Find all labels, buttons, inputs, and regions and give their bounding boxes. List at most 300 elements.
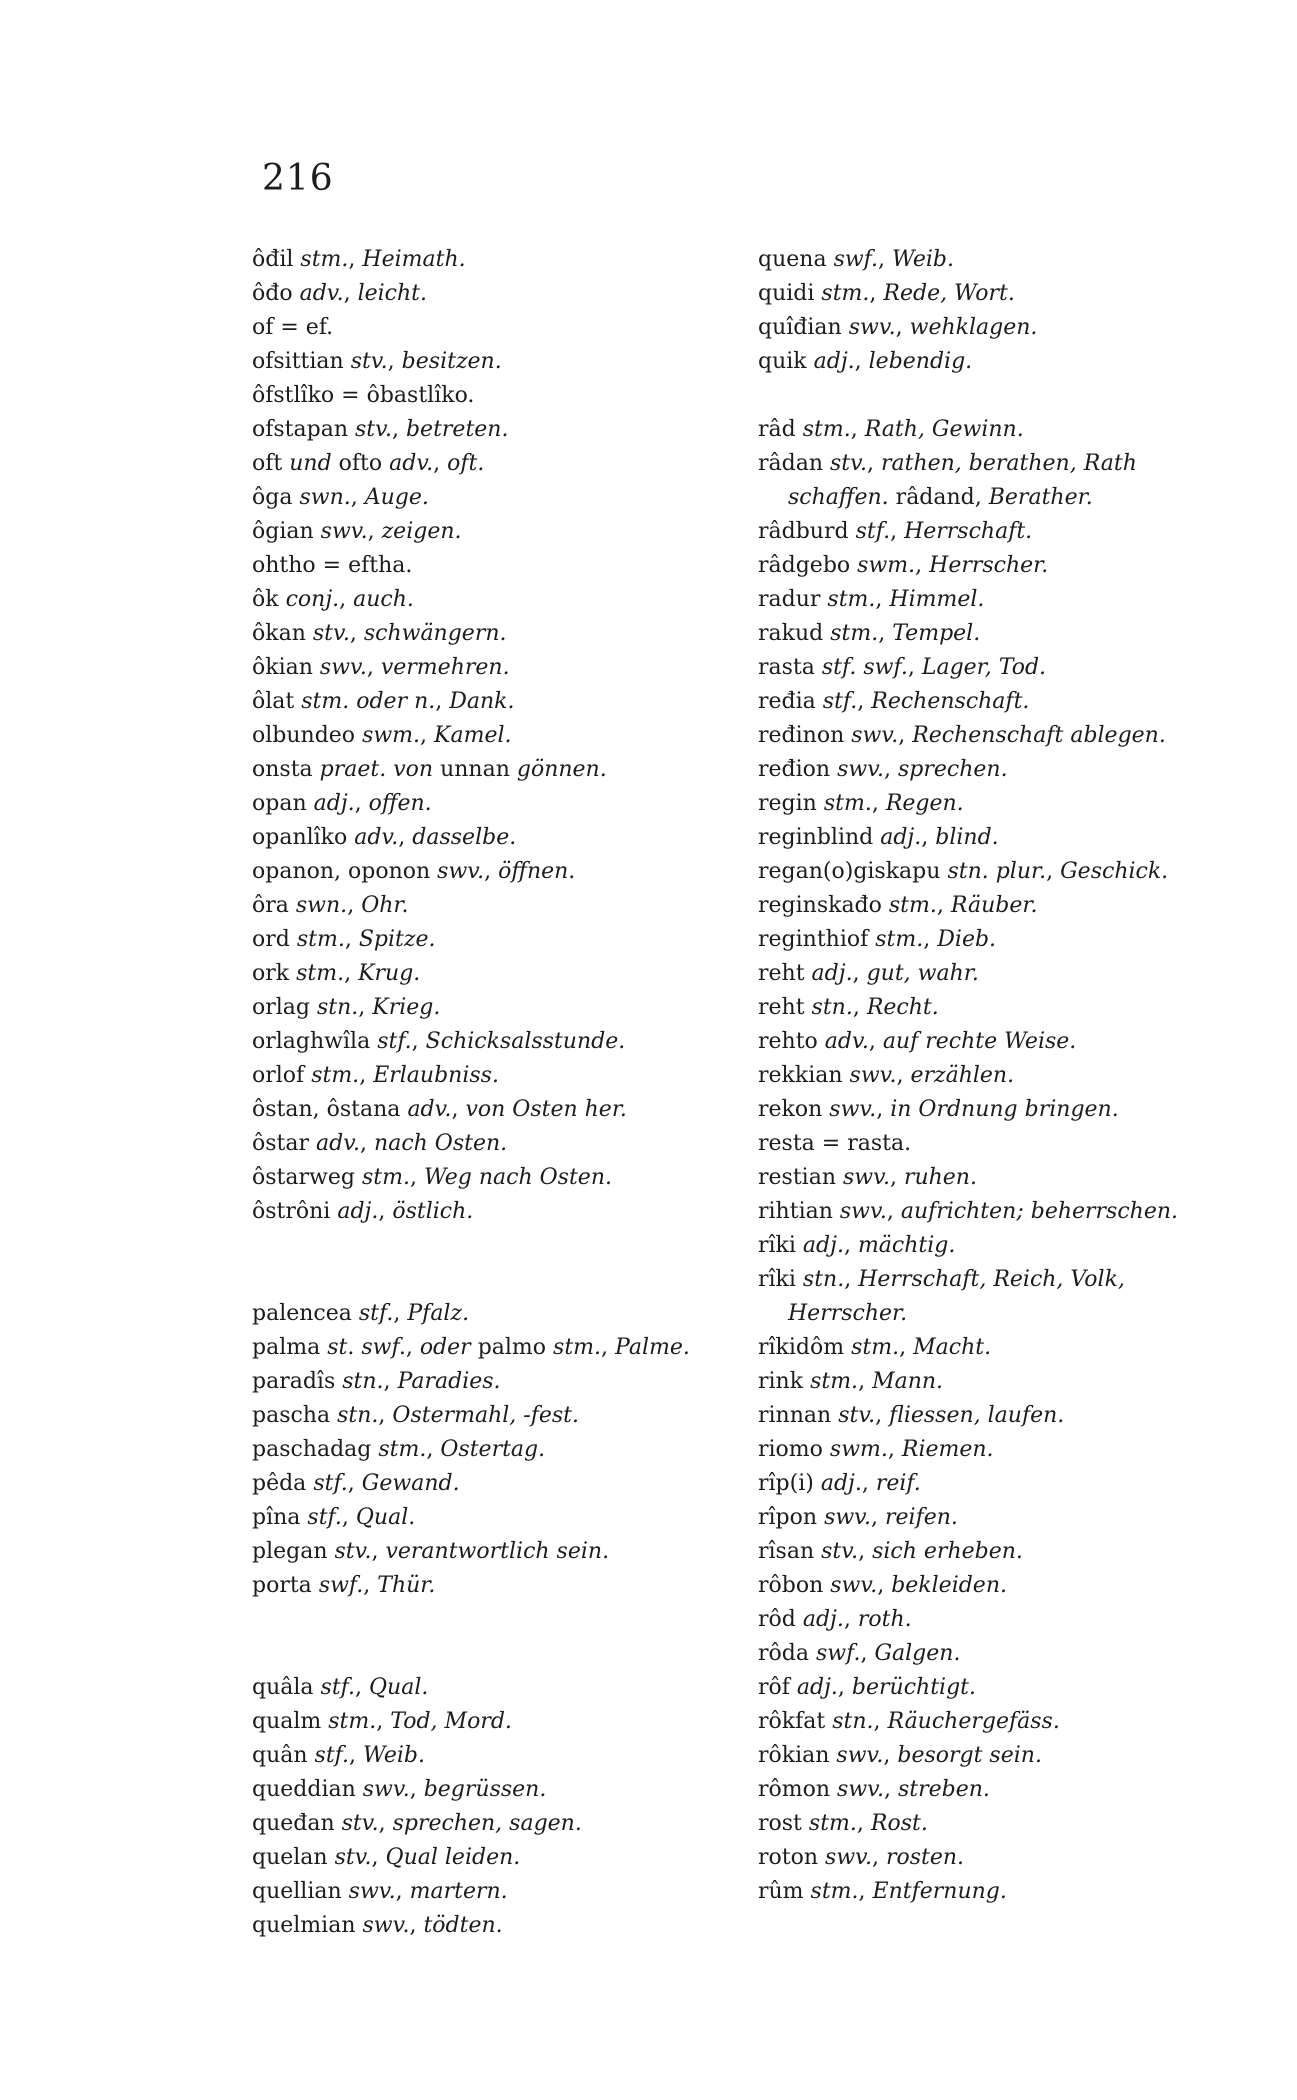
entry-separator: , [854,349,869,374]
entry-definition: rosten. [885,1845,965,1870]
entry-headword: rôd [758,1607,796,1632]
entry-grammar: stm. [553,1335,602,1360]
dictionary-entry: oft und ofto adv., oft. [252,451,485,476]
dictionary-entry [758,1535,1258,1569]
entry-headword: râd [758,417,796,442]
entry-headword: ôstan, ôstana [252,1097,401,1122]
entry-grammar: adv. [407,1097,452,1122]
dictionary-entry [252,617,732,651]
entry-grammar: stm. [810,1369,859,1394]
entry-headword: unnan [440,757,510,782]
entry-headword: reginthiof [758,927,869,952]
entry-headword: regan(o)giskapu [758,859,941,884]
entry-separator: , [391,417,406,442]
entry-separator: , [883,1743,898,1768]
dictionary-entry [758,753,1258,787]
entry-grammar: adv. [389,451,434,476]
entry-definition: Herrscher. [788,1301,908,1326]
dictionary-entry [758,1671,1258,1705]
entry-separator: , [349,621,364,646]
entry-grammar: praet. von [319,757,434,782]
dictionary-entry [252,1161,732,1195]
dictionary-entry [252,1297,732,1331]
entry-definition: auch. [353,587,414,612]
entry-separator: , [936,893,951,918]
entry-grammar: stv. [838,1403,876,1428]
dictionary-entry [252,855,732,889]
entry-separator: , [884,757,899,782]
entry-separator: , [860,1641,875,1666]
entry-grammar: adj. [337,1199,379,1224]
entry-separator: , [852,961,867,986]
entry-separator: , [868,1029,883,1054]
dictionary-entry [252,1433,732,1467]
entry-definition: Recht. [866,995,939,1020]
dictionary-entry [758,1229,1258,1263]
entry-definition: öffnen. [498,859,576,884]
entry-headword: ôgian [252,519,314,544]
entry-separator: , [405,1335,420,1360]
entry-definition: Thür. [377,1573,436,1598]
entry-separator: , [354,791,369,816]
entry-separator: , [895,315,910,340]
entry-headword: pascha [252,1403,331,1428]
entry-definition: Krieg. [372,995,441,1020]
entry-grammar: stv. [350,349,388,374]
entry-grammar: und [289,451,332,476]
entry-separator: , [363,1573,378,1598]
entry-separator: , [347,893,362,918]
entry-headword: quîđian [758,315,842,340]
entry-separator: , [348,247,363,272]
entry-separator: , [871,1505,885,1530]
entry-definition: reif. [875,1471,921,1496]
entry-grammar: stf. swf. [821,655,908,680]
entry-headword: opan [252,791,307,816]
entry-grammar: stm. [296,927,345,952]
entry-grammar: stf. [307,1505,342,1530]
entry-headword: of = ef. [252,315,334,340]
entry-headword: ređion [758,757,831,782]
entry-definition: schaffen. [788,485,889,510]
entry-grammar: adv. [824,1029,869,1054]
entry-headword: opanlîko [252,825,348,850]
entry-grammar: stm. [851,1335,900,1360]
entry-headword: quellian [252,1879,342,1904]
entry-definition: Weib. [363,1743,425,1768]
entry-headword: ôstar [252,1131,310,1156]
entry-definition: erzählen. [910,1063,1015,1088]
entry-headword: rômon [758,1777,831,1802]
dictionary-entry [252,379,732,413]
entry-definition: streben. [897,1777,990,1802]
entry-grammar: stv. [312,621,350,646]
entry-headword: rîsan [758,1539,815,1564]
dictionary-entry [252,1399,732,1433]
entry-definition: Spitze. [358,927,436,952]
entry-separator: , [371,1845,386,1870]
entry-grammar: swv. [362,1913,410,1938]
dictionary-entry [252,685,732,719]
dictionary-entry [252,583,732,617]
dictionary-entry [252,957,732,991]
entry-headword: rink [758,1369,804,1394]
entry-separator: , [915,553,930,578]
entry-headword: râdgebo [758,553,851,578]
entry-grammar: stf. [313,1471,348,1496]
entry-grammar: stf. [822,689,858,714]
entry-definition: vermehren. [380,655,510,680]
entry-definition: mächtig. [857,1233,956,1258]
dictionary-entry [252,719,732,753]
dictionary-entry [252,991,732,1025]
entry-separator: , [378,1403,393,1428]
entry-definition: begrüssen. [423,1777,547,1802]
entry-headword: ređinon [758,723,845,748]
entry-separator: , [398,825,413,850]
dictionary-entry [758,447,1258,481]
entry-separator: , [856,1811,871,1836]
entry-grammar: stm. [311,1063,360,1088]
entry-definition: Rede, Wort. [883,281,1015,306]
entry-grammar: adv. [354,825,399,850]
dictionary-entry [758,787,1258,821]
entry-headword: restian [758,1165,836,1190]
entry-definition: schwängern. [363,621,507,646]
entry-separator: , [451,1097,466,1122]
dictionary-entry [758,923,1258,957]
entry-separator: , [343,281,358,306]
entry-grammar: conj. [285,587,340,612]
entry-separator: , [852,995,867,1020]
entry-definition: Paradies. [397,1369,501,1394]
entry-definition: ruhen. [903,1165,977,1190]
dictionary-entry [252,923,732,957]
dictionary-entry [252,277,732,311]
dictionary-entry [758,1433,1258,1467]
dictionary-entry [758,1297,1258,1331]
entry-headword: roton [758,1845,819,1870]
entry-separator: , [420,723,435,748]
dictionary-entry [758,685,1258,719]
entry-definition: besorgt sein. [897,1743,1042,1768]
entry-headword: ôkian [252,655,313,680]
entry-headword: ofto [338,451,383,476]
entry-separator: , [387,349,402,374]
entry-headword: rîki [758,1233,796,1258]
entry-separator: , [339,587,354,612]
dictionary-entry [758,651,1258,685]
entry-separator: , [426,1437,441,1462]
entry-separator: , [484,859,499,884]
entry-definition: Qual leiden. [385,1845,521,1870]
entry-grammar: stm. [296,961,345,986]
dictionary-entry [758,549,1258,583]
entry-separator: , [383,1369,398,1394]
section-gap [252,1637,732,1671]
entry-grammar: adj. [813,349,855,374]
entry-definition: von Osten her. [465,1097,627,1122]
section-gap [252,1263,732,1297]
entry-separator: , [378,1811,393,1836]
entry-definition: Qual. [369,1675,429,1700]
entry-headword: ôđo [252,281,293,306]
entry-separator: , [409,1165,424,1190]
entry-separator: , [898,723,913,748]
entry-grammar: stn. [337,1403,379,1428]
entry-grammar: stv. [821,1539,859,1564]
entry-grammar: adj. [796,1675,838,1700]
dictionary-entry [758,1875,1258,1909]
entry-headword: quik [758,349,807,374]
entry-headword: ôlat [252,689,295,714]
entry-headword: rîpon [758,1505,818,1530]
entry-headword: ôstarweg [252,1165,355,1190]
entry-separator: , [355,1675,370,1700]
entry-headword: quena [758,247,827,272]
dictionary-entry [252,1501,732,1535]
entry-headword: rîp(i) [758,1471,814,1496]
dictionary-entry [252,1705,732,1739]
entry-grammar: adj. [820,1471,862,1496]
dictionary-entry [252,1841,732,1875]
entry-grammar: adj. [811,961,853,986]
entry-headword: quidi [758,281,815,306]
entry-separator: , [1046,859,1061,884]
section-gap [758,379,1258,413]
entry-grammar: stm. [830,621,879,646]
entry-grammar: swv. [824,1505,871,1530]
entry-headword: rôf [758,1675,790,1700]
entry-headword: regin [758,791,817,816]
entry-headword: oft [252,451,283,476]
entry-headword: rekkian [758,1063,843,1088]
entry-separator: , [850,417,865,442]
dictionary-entry [758,617,1258,651]
entry-grammar: swv. [348,1879,396,1904]
dictionary-entry [252,345,732,379]
entry-headword: ôga [252,485,293,510]
entry-definition: Lager, Tod. [921,655,1047,680]
entry-headword: râdan [758,451,824,476]
dictionary-entry [252,753,732,787]
entry-separator: , [858,1539,873,1564]
entry-grammar: swm. [362,723,421,748]
entry-definition: Regen. [885,791,964,816]
entry-grammar: stf. [320,1675,356,1700]
dictionary-entry [252,821,732,855]
entry-definition: Entfernung. [872,1879,1007,1904]
dictionary-entry [758,1841,1258,1875]
entry-headword: rinnan [758,1403,832,1428]
entry-separator: , [871,791,886,816]
entry-headword: queđan [252,1811,335,1836]
entry-separator: , [889,1165,904,1190]
entry-grammar: adj. [313,791,355,816]
dictionary-entry [758,821,1258,855]
dictionary-entry [758,957,1258,991]
entry-definition: roth. [857,1607,912,1632]
entry-grammar: swv. [825,1845,872,1870]
dictionary-entry [758,1195,1258,1229]
entry-definition: Erlaubniss. [373,1063,499,1088]
entry-grammar: stm. [378,1437,427,1462]
entry-separator: , [899,1335,914,1360]
dictionary-entry [252,1671,732,1705]
entry-separator: , [376,1709,391,1734]
entry-definition: Herrschaft. [904,519,1033,544]
entry-grammar: swv. [320,519,368,544]
entry-grammar: stm. [821,281,870,306]
entry-grammar: stn. [811,995,853,1020]
entry-headword: rihtian [758,1199,833,1224]
entry-headword: opanon, oponon [252,859,431,884]
entry-separator: , [857,689,872,714]
dictionary-entry [252,787,732,821]
dictionary-entry [758,1569,1258,1603]
entry-grammar: stv. [341,1811,379,1836]
dictionary-entry [758,311,1258,345]
entry-headword: rekon [758,1097,823,1122]
entry-headword: queddian [252,1777,356,1802]
entry-headword: reht [758,961,805,986]
dictionary-entry [758,855,1258,889]
entry-definition: Dieb. [937,927,997,952]
page-number: 216 [262,158,334,199]
entry-grammar: stv. [334,1845,372,1870]
entry-grammar: stv. [355,417,392,442]
entry-grammar: stn. [317,995,359,1020]
entry-grammar: adj. [880,825,922,850]
entry-separator [332,451,339,476]
entry-grammar: swf. [815,1641,861,1666]
entry-definition: Geschick. [1060,859,1169,884]
entry-headword: plegan [252,1539,328,1564]
entry-definition: Heimath. [362,247,466,272]
entry-headword: rûm [758,1879,804,1904]
entry-separator: , [907,655,922,680]
entry-headword: ôstrôni [252,1199,331,1224]
dictionary-entry [758,1127,1258,1161]
dictionary-entry [252,889,732,923]
entry-separator: , [923,927,938,952]
entry-grammar: swf. [318,1573,364,1598]
dictionary-entry [252,1365,732,1399]
entry-definition: Palme. [615,1335,690,1360]
dictionary-entry [252,1535,732,1569]
entry-definition: in Ordnung bringen. [890,1097,1119,1122]
entry-separator: , [878,621,893,646]
entry-grammar: swv. [839,1199,887,1224]
dictionary-entry [252,1127,732,1161]
entry-separator: , [393,1301,408,1326]
entry-grammar: oder [419,1335,471,1360]
entry-definition: oft. [447,451,485,476]
entry-headword: ôfstlîko = ôbastlîko. [252,383,475,408]
entry-headword: ofstapan [252,417,349,442]
entry-headword: reginskađo [758,893,882,918]
entry-headword: paradîs [252,1369,336,1394]
entry-grammar: swf. [833,247,879,272]
entry-headword: ređia [758,689,816,714]
dictionary-entry [758,1739,1258,1773]
entry-grammar: stf. [358,1301,394,1326]
entry-headword: ôra [252,893,289,918]
dictionary-entry [252,1909,732,1943]
entry-headword: quân [252,1743,308,1768]
dictionary-entry [252,549,732,583]
entry-definition: Rechenschaft. [871,689,1030,714]
entry-headword: rôda [758,1641,809,1666]
entry-definition: tödten. [423,1913,503,1938]
dictionary-entry [252,1467,732,1501]
entry-grammar: stf. [377,1029,412,1054]
entry-grammar: stm. [328,1709,377,1734]
entry-separator: , [861,1471,876,1496]
right-column [758,243,1258,1909]
entry-headword: resta = rasta. [758,1131,912,1156]
dictionary-entry [252,413,732,447]
entry-definition: Pfalz. [407,1301,470,1326]
entry-headword: porta [252,1573,312,1598]
entry-definition: Weib. [892,247,954,272]
entry-separator: , [358,995,373,1020]
dictionary-entry [758,1603,1258,1637]
entry-separator: , [349,1743,364,1768]
entry-headword: qualm [252,1709,322,1734]
entry-separator: , [378,1199,393,1224]
entry-grammar: adj. [802,1607,844,1632]
dictionary-entry [252,1773,732,1807]
entry-definition: Krug. [358,961,421,986]
entry-headword: palmo [477,1335,547,1360]
dictionary-entry [758,991,1258,1025]
entry-grammar: swm. [829,1437,888,1462]
entry-separator: , [890,519,905,544]
entry-definition: Ostertag. [440,1437,546,1462]
entry-definition: aufrichten; beherrschen. [900,1199,1179,1224]
dictionary-entry [758,1059,1258,1093]
entry-separator: , [366,655,381,680]
dictionary-entry [252,311,732,345]
entry-grammar: stm. [808,1811,857,1836]
entry-separator: , [866,451,881,476]
entry-grammar: st. swf. [327,1335,406,1360]
entry-headword: palencea [252,1301,352,1326]
entry-grammar: stv. [334,1539,372,1564]
entry-grammar: swv. [837,1777,884,1802]
entry-separator: , [350,485,365,510]
entry-headword: orlaghwîla [252,1029,371,1054]
entry-separator: , [371,1539,386,1564]
dictionary-entry [252,1093,732,1127]
entry-headword: rîki [758,1267,796,1292]
entry-definition: martern. [409,1879,508,1904]
entry-headword: rasta [758,655,815,680]
left-column [252,243,732,1943]
entry-grammar: swv. [837,757,885,782]
entry-separator: , [344,927,359,952]
entry-definition: Galgen. [874,1641,961,1666]
entry-separator: , [360,1131,375,1156]
entry-grammar: stm. [361,1165,410,1190]
entry-headword: rehto [758,1029,818,1054]
entry-grammar: swn. [299,485,351,510]
dictionary-entry [252,1807,732,1841]
entry-grammar: stf. [855,519,891,544]
entry-separator: , [875,587,890,612]
entry-headword: ork [252,961,290,986]
